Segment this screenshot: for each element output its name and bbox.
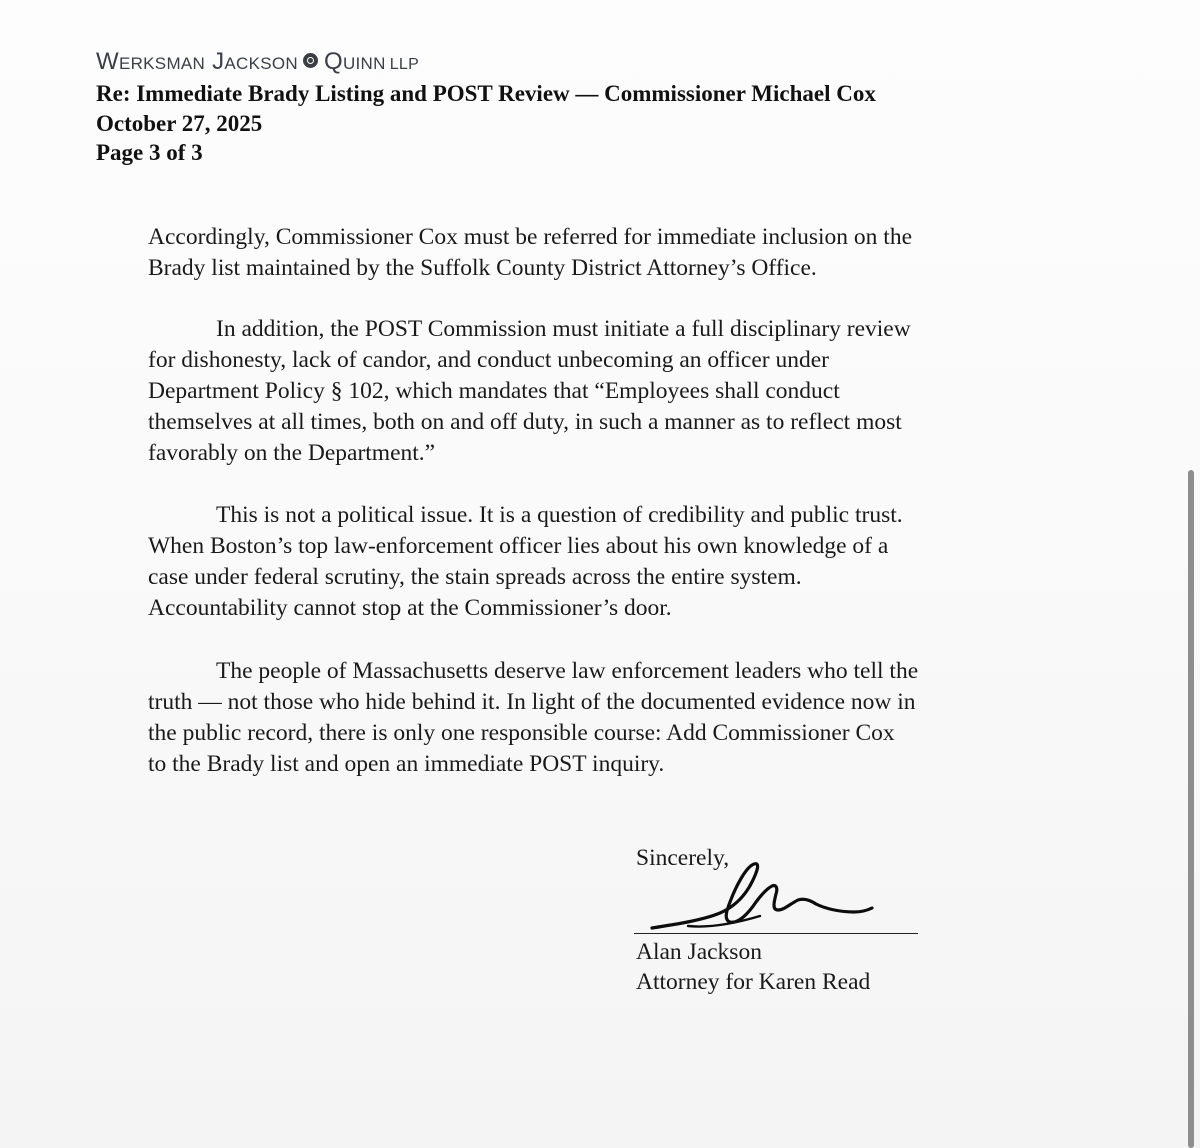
firm-name-part2: Quinn xyxy=(323,48,386,75)
paragraph-line: Accordingly, Commissioner Cox must be referred for immediate inclusion on the xyxy=(148,224,913,250)
firm-name-part1: Werksman Jackson xyxy=(96,48,298,75)
paragraph-line: Department Policy § 102, which mandates that “Employees shall conduct xyxy=(148,378,840,404)
paragraph-line: case under federal scrutiny, the stain spreads across the entire system. xyxy=(148,564,802,590)
firm-letterhead xyxy=(96,49,419,78)
signer-name: Alan Jackson xyxy=(636,939,762,965)
body-paragraph-3 xyxy=(148,500,1048,624)
body-paragraph-2 xyxy=(148,314,1048,469)
closing-salutation: Sincerely, xyxy=(636,845,730,871)
paragraph-line: In addition, the POST Commission must initiate a full disciplinary review xyxy=(216,316,911,342)
paragraph-line: for dishonesty, lack of candor, and conduct unbecoming an officer under xyxy=(148,347,829,373)
paragraph-line: the public record, there is only one responsible course: Add Commissioner Cox xyxy=(148,720,895,746)
paragraph-line: themselves at all times, both on and off duty, in such a manner as to reflect most xyxy=(148,409,902,435)
paragraph-line: favorably on the Department.” xyxy=(148,440,436,466)
paragraph-line: Accountability cannot stop at the Commissioner’s door. xyxy=(148,595,672,621)
body-paragraph-4 xyxy=(148,656,1048,780)
page-number: Page 3 of 3 xyxy=(96,140,203,165)
body-paragraph-1 xyxy=(148,222,1048,284)
firm-seal-icon xyxy=(303,53,318,68)
paragraph-line: The people of Massachusetts deserve law enforcement leaders who tell the xyxy=(216,658,919,684)
paragraph-line: to the Brady list and open an immediate POST inquiry. xyxy=(148,751,665,777)
letter-subject: Re: Immediate Brady Listing and POST Review — Commissioner Michael Cox xyxy=(96,81,876,106)
paragraph-line: When Boston’s top law-enforcement officer lies about his own knowledge of a xyxy=(148,533,889,559)
signer-title: Attorney for Karen Read xyxy=(636,969,871,995)
paragraph-line: This is not a political issue. It is a question of credibility and public trust. xyxy=(216,502,903,528)
firm-suffix: LLP xyxy=(389,56,420,73)
paragraph-line: Brady list maintained by the Suffolk County District Attorney’s Office. xyxy=(148,255,817,281)
vertical-scrollbar[interactable] xyxy=(1188,470,1194,1148)
signature-line xyxy=(634,933,918,934)
paragraph-line: truth — not those who hide behind it. In light of the documented evidence now in xyxy=(148,689,916,715)
handwritten-signature xyxy=(648,858,878,938)
letter-date: October 27, 2025 xyxy=(96,111,263,136)
